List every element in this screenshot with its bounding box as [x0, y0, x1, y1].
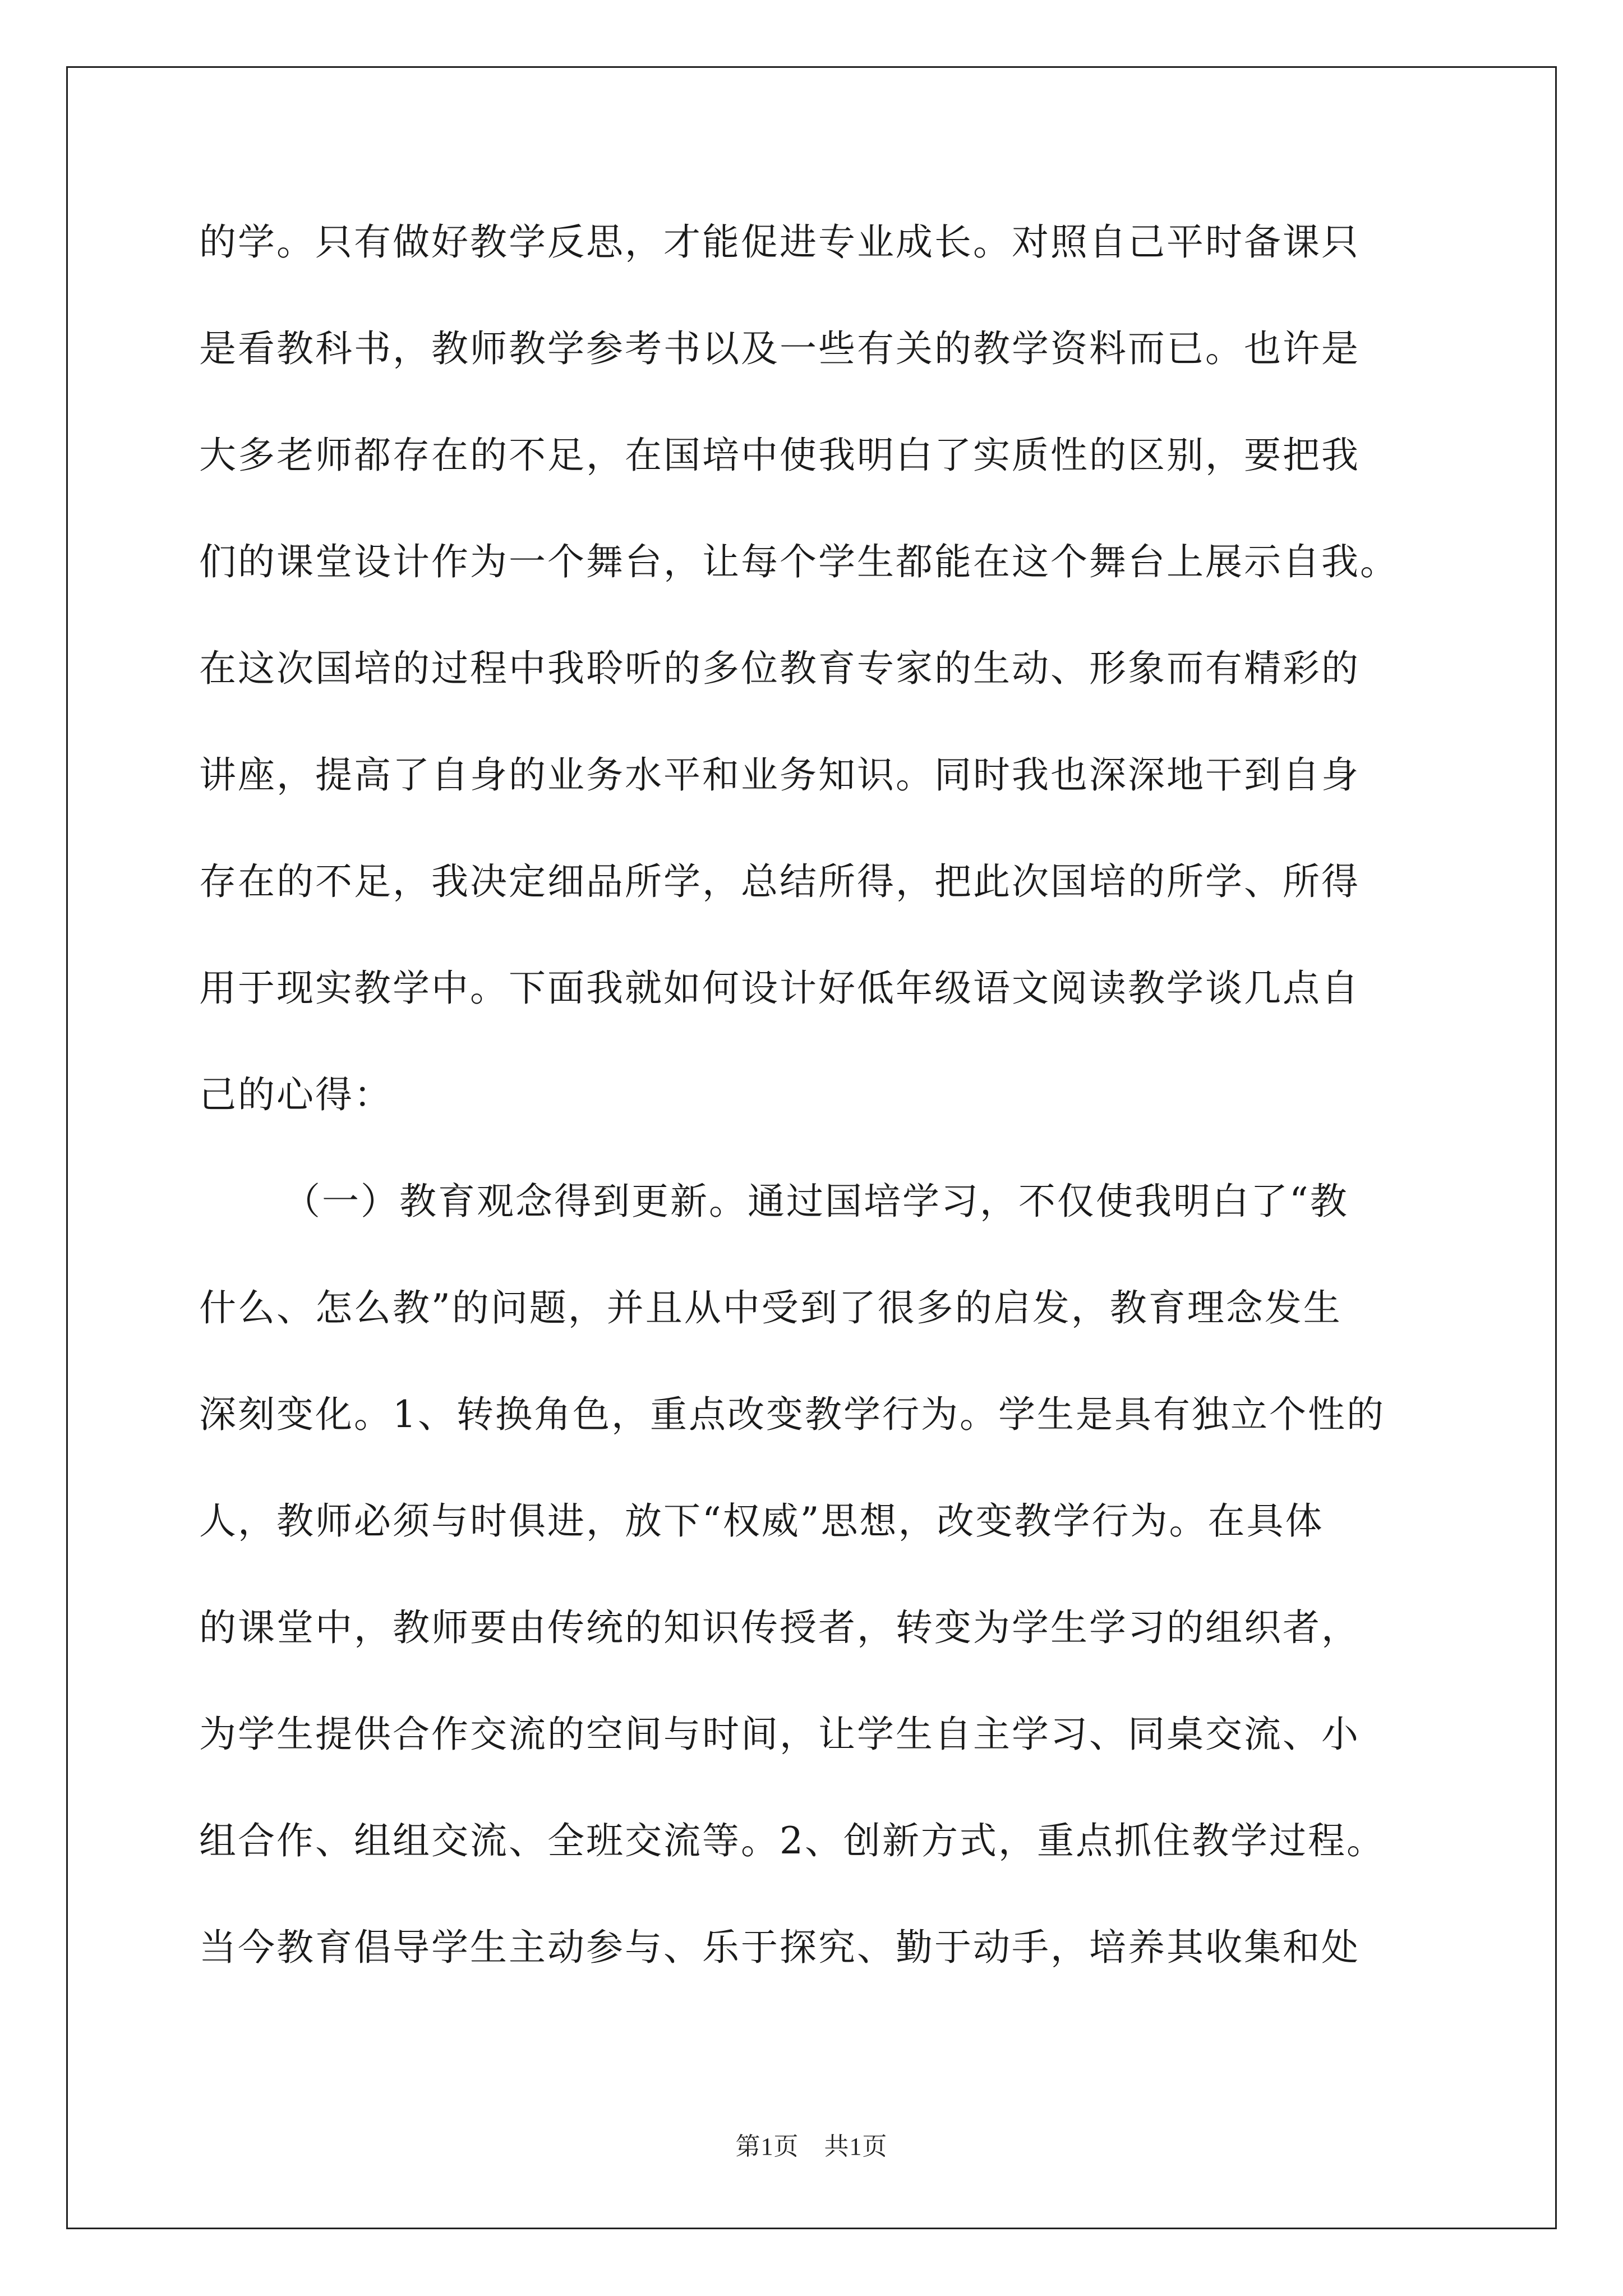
- paragraph-line: （一）教育观念得到更新。通过国培学习，不仅使我明白了“教: [283, 1180, 1349, 1223]
- paragraph-line: 讲座，提高了自身的业务水平和业务知识。同时我也深深地干到自身: [199, 753, 1360, 797]
- paragraph-line: 大多老师都存在的不足，在国培中使我明白了实质性的区别，要把我: [199, 434, 1360, 477]
- paragraph-line: 在这次国培的过程中我聆听的多位教育专家的生动、形象而有精彩的: [199, 647, 1360, 690]
- paragraph-line: 什么、怎么教”的问题，并且从中受到了很多的启发，教育理念发生: [199, 1286, 1342, 1329]
- document-body: [199, 203, 1467, 2015]
- paragraph-line: 的课堂中，教师要由传统的知识传授者，转变为学生学习的组织者，: [199, 1606, 1360, 1649]
- paragraph-line: 为学生提供合作交流的空间与时间，让学生自主学习、同桌交流、小: [199, 1713, 1360, 1756]
- paragraph-line: 当今教育倡导学生主动参与、乐于探究、勤于动手，培养其收集和处: [199, 1926, 1360, 1969]
- paragraph-line: 是看教科书，教师教学参考书以及一些有关的教学资料而已。也许是: [199, 327, 1360, 370]
- paragraph-line: 人，教师必须与时俱进，放下“权威”思想，改变教学行为。在具体: [199, 1499, 1324, 1543]
- paragraph-line: 用于现实教学中。下面我就如何设计好低年级语文阅读教学谈几点自: [199, 967, 1360, 1010]
- paragraph-line: 存在的不足，我决定细品所学，总结所得，把此次国培的所学、所得: [199, 860, 1360, 903]
- page-number-footer: 第1页 共1页: [735, 2133, 888, 2160]
- paragraph-line: 己的心得：: [199, 1073, 393, 1116]
- paragraph-line: 深刻变化。1、转换角色，重点改变教学行为。学生是具有独立个性的: [199, 1393, 1385, 1436]
- paragraph-line: 组合作、组组交流、全班交流等。2、创新方式，重点抓住教学过程。: [199, 1819, 1385, 1862]
- paragraph-line: 的学。只有做好教学反思，才能促进专业成长。对照自己平时备课只: [199, 220, 1360, 264]
- paragraph-line: 们的课堂设计作为一个舞台，让每个学生都能在这个舞台上展示自我。: [199, 540, 1399, 583]
